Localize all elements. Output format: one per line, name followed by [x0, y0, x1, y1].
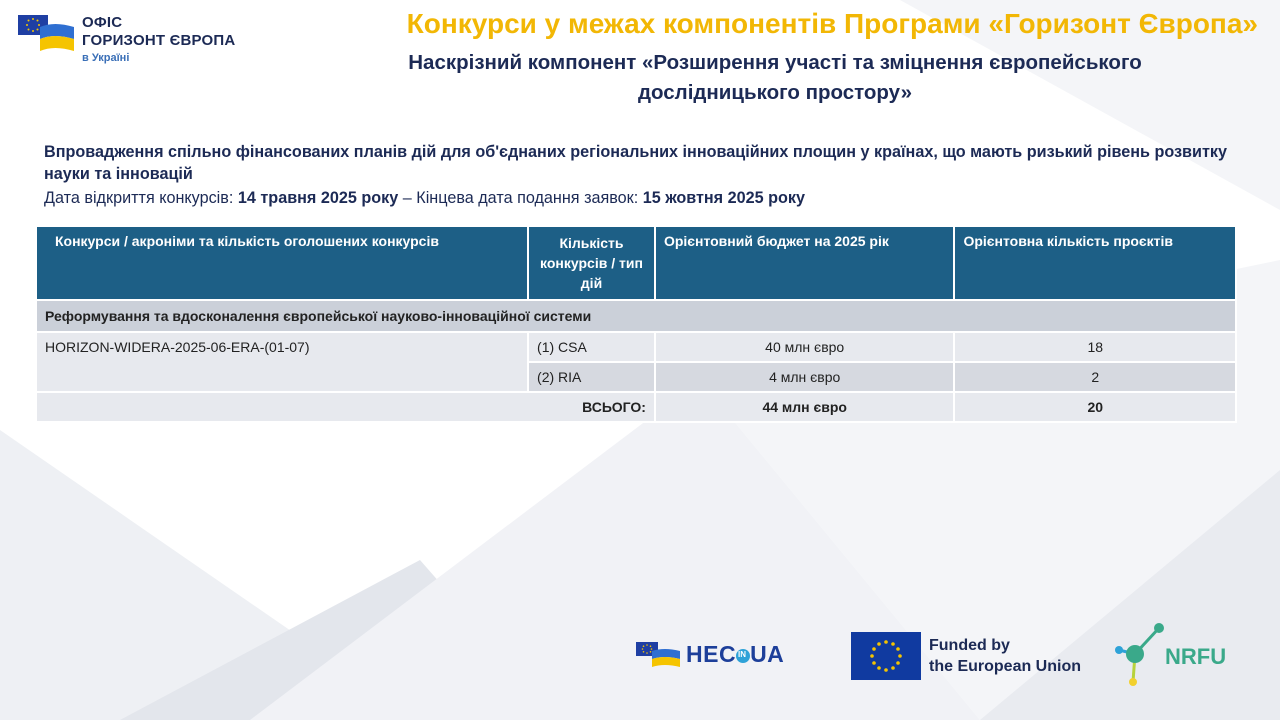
hec-text: HEC [686, 641, 737, 667]
header-calls: Конкурси / акроніми та кількість оголошених конкурсів [36, 226, 528, 300]
funded-by-text [929, 635, 1081, 677]
eu-flag-icon [851, 632, 921, 680]
table-row [36, 332, 1236, 362]
subtitle-line-1: Наскрізний компонент «Розширення участі та зміцнення європейського [408, 51, 1142, 74]
eu-ukraine-flag-icon [636, 642, 680, 668]
total-projects: 20 [954, 392, 1236, 422]
total-label: ВСЬОГО: [36, 392, 655, 422]
close-date: 15 жовтня 2025 року [642, 189, 806, 207]
hec-in-ua-logo [636, 640, 786, 670]
nrfu-wordmark: NRFU [1165, 644, 1227, 669]
description-text: Впровадження спільно фінансованих планів дій для об'єднаних регіональних інноваційних площин у країнах, що мають ризький рівень розвитку науки та інновацій [44, 143, 1227, 183]
logo-text-office: ОФІС [82, 14, 123, 31]
section-row [36, 300, 1236, 332]
call-description [44, 141, 1227, 209]
hec-in-text: IN [738, 650, 746, 659]
logo-text-ukraine: в Україні [82, 52, 130, 64]
funded-by-line-2: the European Union [929, 658, 1081, 675]
budget-value: 4 млн євро [655, 362, 955, 392]
dates-line [44, 187, 1227, 209]
page-subtitle [340, 48, 1210, 108]
header-count-type: Кількість конкурсів / тип дій [528, 226, 655, 300]
logo-text-horizon: ГОРИЗОНТ ЄВРОПА [82, 32, 236, 49]
total-budget: 44 млн євро [655, 392, 955, 422]
budget-value: 40 млн євро [655, 332, 955, 362]
open-date: 14 травня 2025 року [237, 189, 399, 207]
section-title: Реформування та вдосконалення європейської науково-інноваційної системи [36, 300, 1236, 332]
subtitle-line-2: дослідницького простору» [638, 81, 912, 104]
hec-in-badge [736, 649, 750, 663]
dates-prefix: Дата відкриття конкурсів: [44, 189, 238, 207]
funded-by-line-1: Funded by [929, 637, 1010, 654]
calls-table [35, 225, 1237, 423]
nrfu-logo [1115, 620, 1245, 690]
ua-text: UA [750, 641, 785, 667]
funded-by-eu-logo [851, 632, 1091, 680]
projects-value: 2 [954, 362, 1236, 392]
dates-middle: – Кінцева дата подання заявок: [398, 189, 643, 207]
eu-ukraine-flag-icon [18, 15, 74, 53]
page-title: Конкурси у межах компонентів Програми «Горизонт Європа» [406, 8, 1258, 39]
table-header-row [36, 226, 1236, 300]
action-type: (2) RIA [528, 362, 655, 392]
action-type: (1) CSA [528, 332, 655, 362]
projects-value: 18 [954, 332, 1236, 362]
office-logo [18, 12, 258, 68]
header-projects: Орієнтовна кількість проєктів [954, 226, 1236, 300]
header-budget: Орієнтовний бюджет на 2025 рік [655, 226, 955, 300]
total-row [36, 392, 1236, 422]
call-identifier: HORIZON-WIDERA-2025-06-ERA-(01-07) [36, 332, 528, 392]
